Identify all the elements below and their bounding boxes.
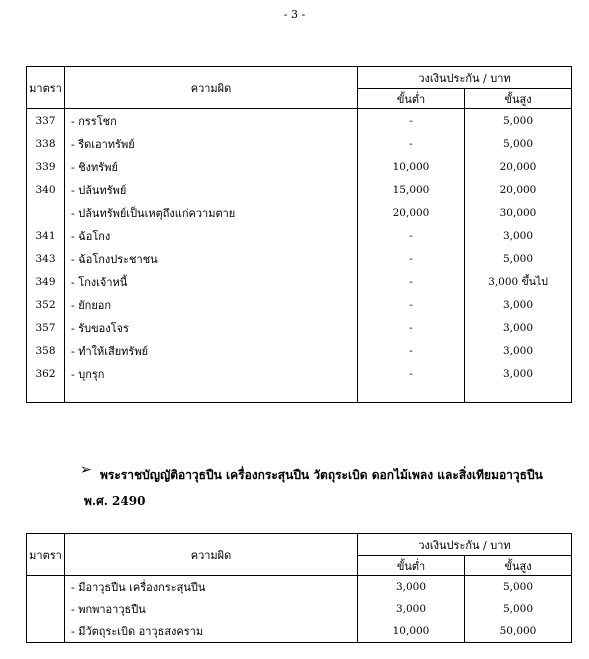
law-heading	[80, 461, 560, 515]
section-cell: 340	[27, 178, 65, 201]
section-cell	[27, 620, 65, 643]
section-cell: 352	[27, 293, 65, 316]
table-spacer-row	[27, 385, 572, 403]
table-body	[27, 576, 572, 643]
section-cell: 358	[27, 339, 65, 362]
max-cell: 3,000	[465, 339, 572, 362]
offense-cell: - รับของโจร	[65, 316, 358, 339]
arrow-bullet-icon: ➢	[80, 462, 92, 478]
offense-cell: - ปล้นทรัพย์เป็นเหตุถึงแก่ความตาย	[65, 201, 358, 224]
offense-cell: - ทำให้เสียทรัพย์	[65, 339, 358, 362]
header-max: ขั้นสูง	[465, 556, 572, 576]
section-cell: 339	[27, 155, 65, 178]
table-row	[27, 109, 572, 133]
table-row	[27, 339, 572, 362]
min-cell: 15,000	[358, 178, 465, 201]
table-row	[27, 576, 572, 599]
max-cell: 3,000 ขึ้นไป	[465, 270, 572, 293]
offense-cell: - ฉ้อโกง	[65, 224, 358, 247]
header-min: ขั้นต่ำ	[358, 556, 465, 576]
max-cell: 20,000	[465, 178, 572, 201]
section-cell: 349	[27, 270, 65, 293]
offense-cell: - มีอาวุธปืน เครื่องกระสุนปืน	[65, 576, 358, 599]
table-body	[27, 109, 572, 403]
table-row	[27, 620, 572, 643]
offense-cell: - ปล้นทรัพย์	[65, 178, 358, 201]
min-cell: 10,000	[358, 620, 465, 643]
table-row	[27, 247, 572, 270]
header-max: ขั้นสูง	[465, 89, 572, 109]
min-cell: -	[358, 270, 465, 293]
table-row	[27, 132, 572, 155]
section-cell: 337	[27, 109, 65, 133]
section-cell: 357	[27, 316, 65, 339]
table-row	[27, 201, 572, 224]
law-year: พ.ศ. 2490	[84, 494, 146, 508]
bail-table-firearms-act	[26, 533, 572, 643]
table-row	[27, 598, 572, 620]
offense-cell: - ยักยอก	[65, 293, 358, 316]
table-row	[27, 224, 572, 247]
min-cell: -	[358, 247, 465, 270]
header-bail-group: วงเงินประกัน / บาท	[358, 67, 572, 89]
min-cell: -	[358, 224, 465, 247]
max-cell: 20,000	[465, 155, 572, 178]
header-section: มาตรา	[27, 67, 65, 109]
min-cell: -	[358, 362, 465, 385]
min-cell: 3,000	[358, 576, 465, 599]
max-cell: 5,000	[465, 109, 572, 133]
max-cell: 3,000	[465, 362, 572, 385]
section-cell: 343	[27, 247, 65, 270]
min-cell: -	[358, 109, 465, 133]
min-cell: -	[358, 339, 465, 362]
table-row	[27, 178, 572, 201]
max-cell: 3,000	[465, 316, 572, 339]
header-min: ขั้นต่ำ	[358, 89, 465, 109]
max-cell: 5,000	[465, 247, 572, 270]
bail-table-criminal-code	[26, 66, 572, 403]
min-cell: -	[358, 316, 465, 339]
max-cell: 50,000	[465, 620, 572, 643]
max-cell: 5,000	[465, 132, 572, 155]
section-cell	[27, 598, 65, 620]
page-number: - 3 -	[283, 8, 306, 21]
section-cell	[27, 576, 65, 599]
offense-cell: - ฉ้อโกงประชาชน	[65, 247, 358, 270]
min-cell: 3,000	[358, 598, 465, 620]
section-cell	[27, 201, 65, 224]
section-cell: 341	[27, 224, 65, 247]
header-bail-group: วงเงินประกัน / บาท	[358, 534, 572, 556]
header-offense: ความผิด	[65, 67, 358, 109]
header-offense: ความผิด	[65, 534, 358, 576]
offense-cell: - บุกรุก	[65, 362, 358, 385]
offense-cell: - พกพาอาวุธปืน	[65, 598, 358, 620]
min-cell: 10,000	[358, 155, 465, 178]
table-row	[27, 316, 572, 339]
table-row	[27, 293, 572, 316]
header-section: มาตรา	[27, 534, 65, 576]
table-row	[27, 362, 572, 385]
offense-cell: - กรรโชก	[65, 109, 358, 133]
section-cell: 338	[27, 132, 65, 155]
offense-cell: - รีดเอาทรัพย์	[65, 132, 358, 155]
min-cell: 20,000	[358, 201, 465, 224]
table-row	[27, 155, 572, 178]
max-cell: 5,000	[465, 576, 572, 599]
max-cell: 5,000	[465, 598, 572, 620]
min-cell: -	[358, 293, 465, 316]
min-cell: -	[358, 132, 465, 155]
section-cell: 362	[27, 362, 65, 385]
offense-cell: - ชิงทรัพย์	[65, 155, 358, 178]
offense-cell: - โกงเจ้าหนี้	[65, 270, 358, 293]
max-cell: 3,000	[465, 224, 572, 247]
max-cell: 30,000	[465, 201, 572, 224]
table-row	[27, 270, 572, 293]
offense-cell: - มีวัตถุระเบิด อาวุธสงคราม	[65, 620, 358, 643]
law-title: พระราชบัญญัติอาวุธปืน เครื่องกระสุนปืน วัตถุระเบิด ดอกไม้เพลง และสิ่งเทียมอาวุธปืน	[100, 468, 543, 482]
max-cell: 3,000	[465, 293, 572, 316]
